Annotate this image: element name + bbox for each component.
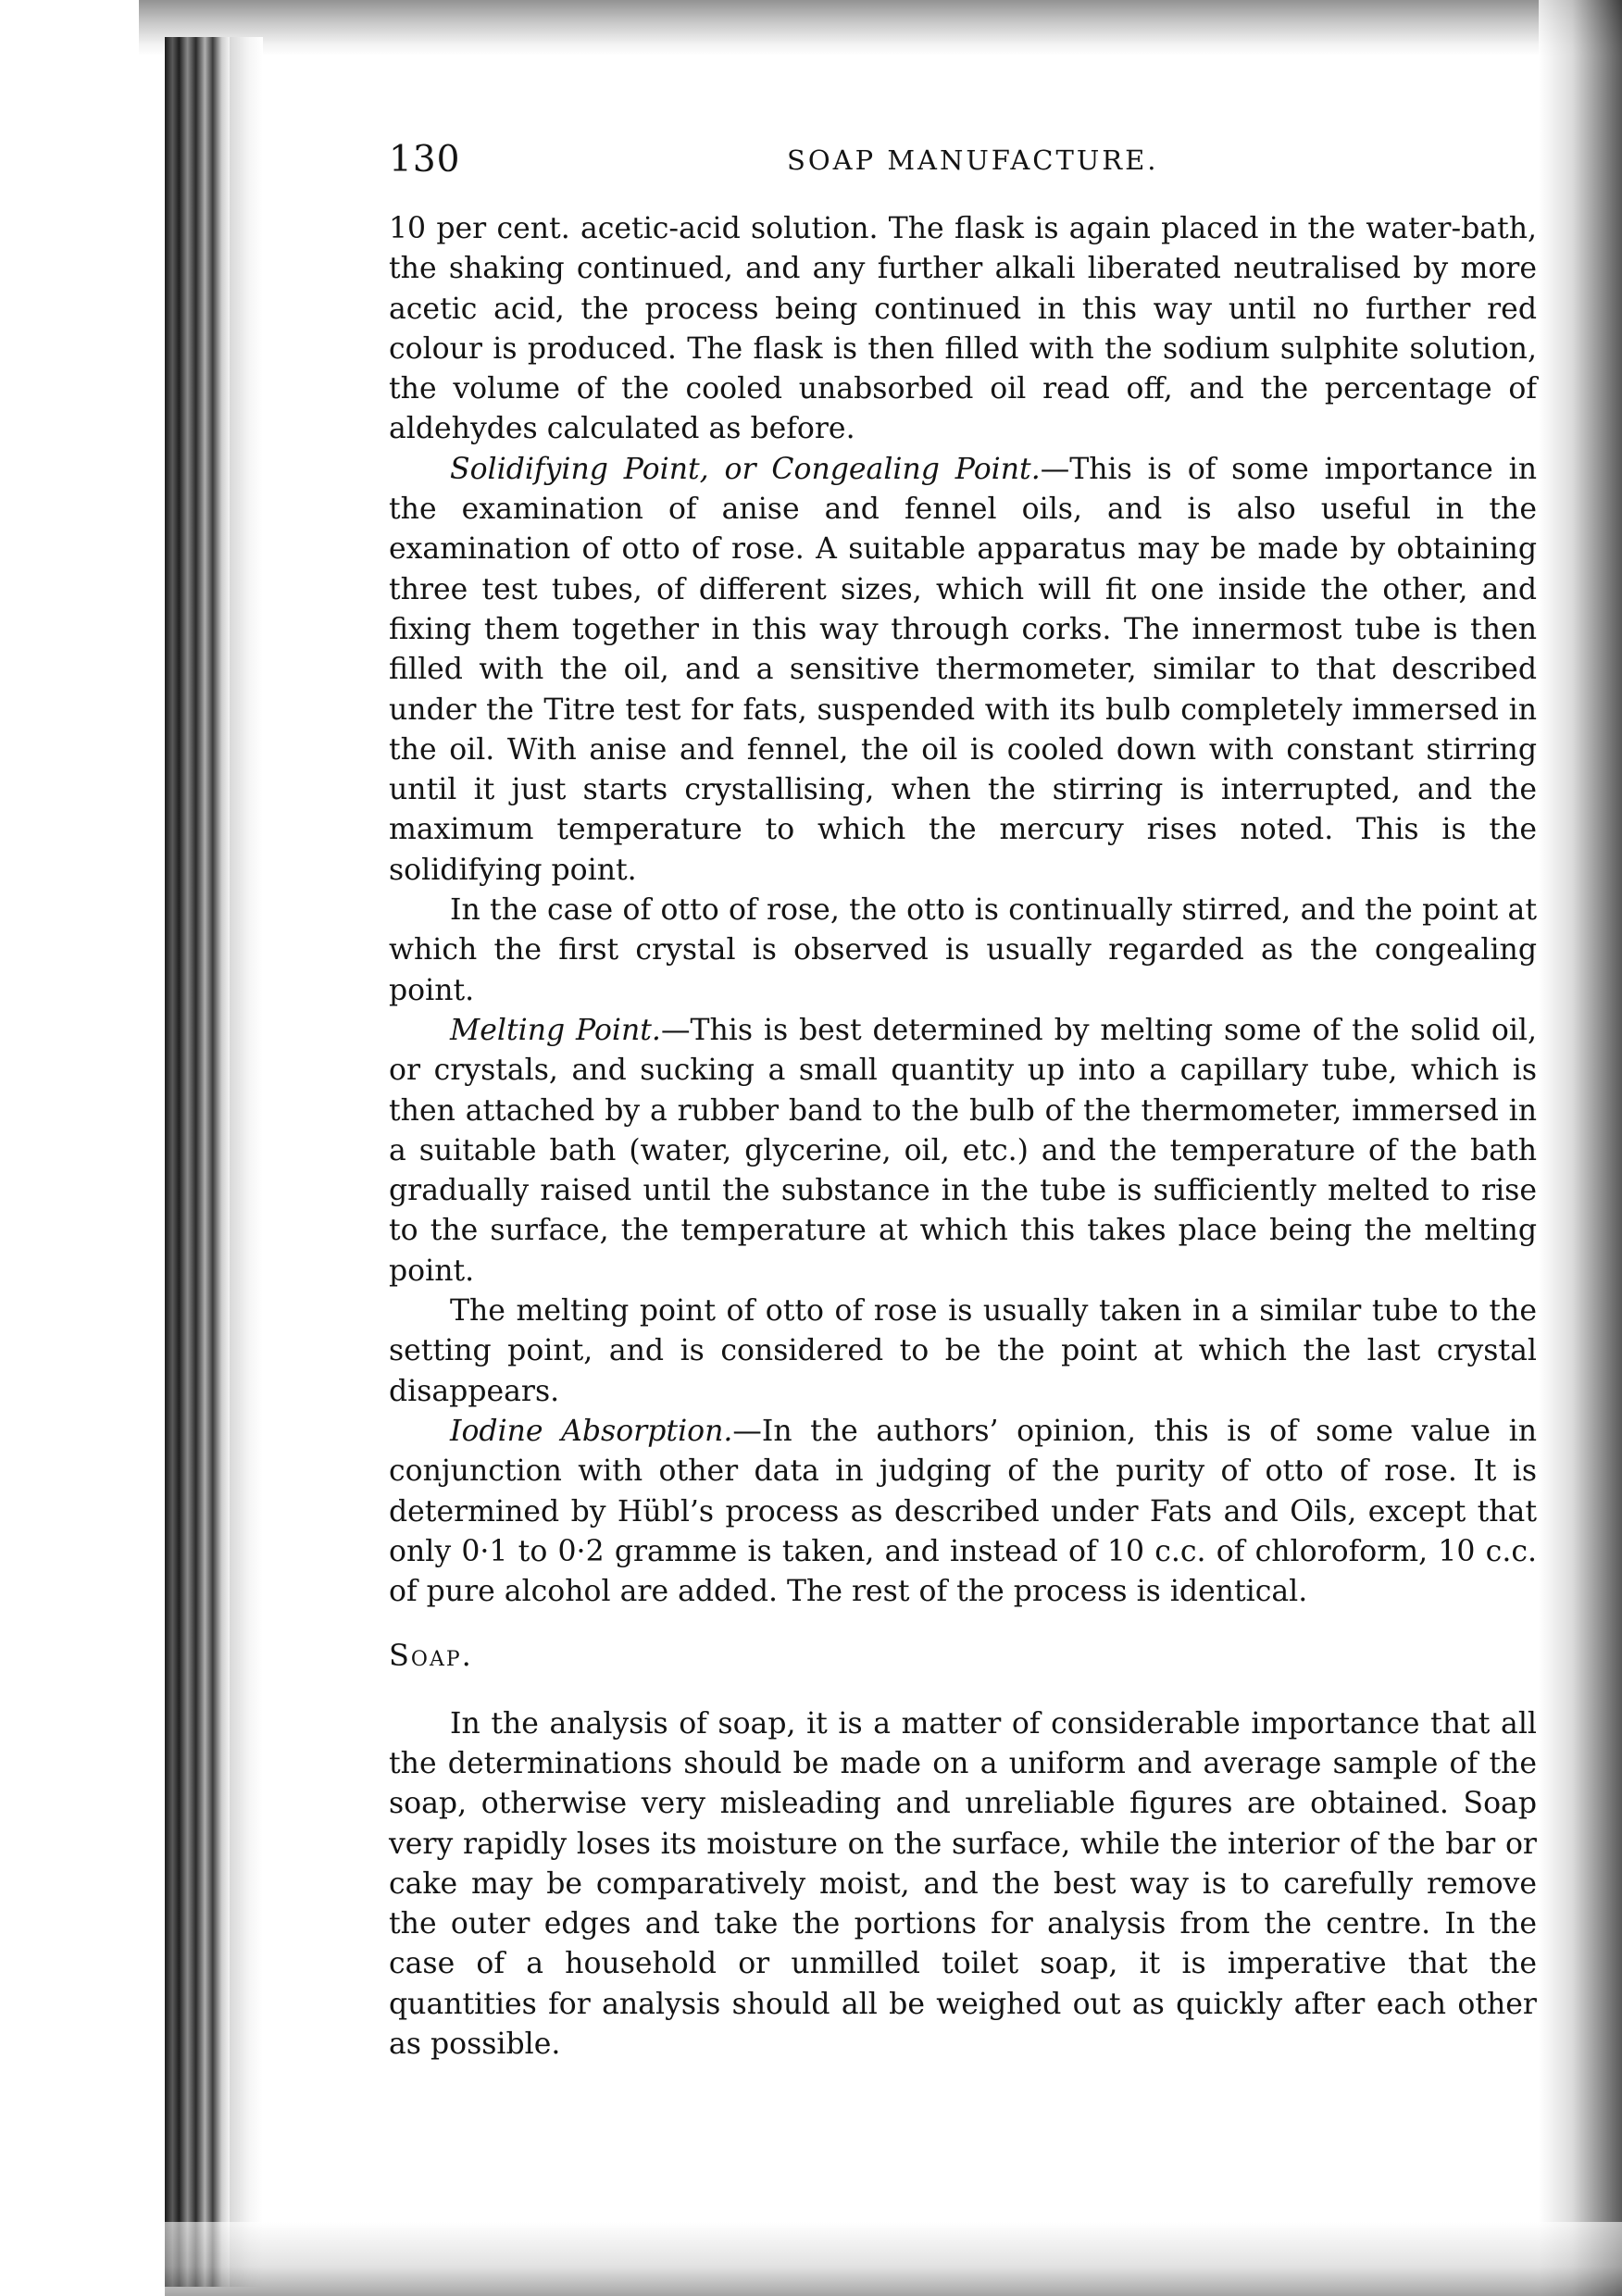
paragraph-text: —In the authors’ opinion, this is of some value in conjunction with other data in judging of the purity of otto of rose. It is determined by Hübl’s process as described under Fats and Oils, except that only 0·1 to 0·2 gramme is taken, and instead of 10 c.c. of chloroform, 10 c.c. of pure alcohol are added. The rest of the process is identical. (389, 1414, 1537, 1609)
paragraph-solidifying-point (389, 450, 1537, 891)
scan-margin-left (0, 0, 139, 2296)
paragraph-otto-melting (389, 1292, 1537, 1412)
page-number: 130 (389, 139, 461, 181)
paragraph-text: 10 per cent. acetic-acid solution. The flask is again placed in the water-bath, the shaking continued, and any further alkali liberated neutralised by more acetic acid, the process being continued in this way until no further red colour is produced. The flask is then filled with the sodium sulphite solution, the volume of the cooled unabsorbed oil read off, and the percentage of aldehydes calculated as before. (389, 212, 1537, 446)
paragraph-iodine-absorption (389, 1412, 1537, 1612)
page-header (389, 139, 1537, 185)
paragraph-text: —This is best determined by melting some of the solid oil, or crystals, and sucking a small quantity up into a capillary tube, which is then attached by a rubber band to the bulb of the thermometer, immersed in a suitable bath (water, glycerine, oil, etc.) and the temperature of the bath gradually raised until the substance in the tube is sufficiently melted to rise to the surface, the temperature at which this takes place being the melting point. (389, 1013, 1537, 1288)
scan-edge-top (139, 0, 1622, 56)
paragraph-text: The melting point of otto of rose is usually taken in a similar tube to the setting point, and is considered to be the point at which the last crystal disappears. (389, 1294, 1537, 1408)
section-heading: Soap. (389, 1638, 473, 1674)
page-body (389, 209, 1537, 2065)
paragraph-melting-point (389, 1011, 1537, 1292)
book-gutter (230, 37, 263, 2287)
scan-edge-bottom (165, 2222, 1622, 2296)
paragraph-text: In the case of otto of rose, the otto is continually stirred, and the point at which the first crystal is observed is usually regarded as the congealing point. (389, 893, 1537, 1007)
run-in-heading: Melting Point. (450, 1013, 661, 1047)
book-binding-shadow (165, 37, 230, 2287)
paragraph-text: —This is of some importance in the examination of anise and fennel oils, and is also useful in the examination of otto of rose. A suitable apparatus may be made by obtaining three test tubes, of different sizes, which will fit one inside the other, and fixing them together in this way through corks. The innermost tube is then filled with the oil, and a sensitive thermometer, similar to that described under the Titre test for fats, suspended with its bulb completely immersed in the oil. With anise and fennel, the oil is cooled down with constant stirring until it just starts crystallising, when the stirring is interrupted, and the maximum temperature to which the mercury rises noted. This is the solidifying point. (389, 452, 1538, 887)
paragraph-otto-congealing (389, 891, 1537, 1011)
scan-edge-right (1539, 0, 1622, 2296)
running-title: SOAP MANUFACTURE. (787, 144, 1159, 176)
run-in-heading: Solidifying Point, or Congealing Point. (450, 452, 1041, 486)
paragraph-soap-analysis (389, 1704, 1537, 2065)
run-in-heading: Iodine Absorption. (450, 1414, 733, 1448)
paragraph-text: In the analysis of soap, it is a matter of considerable importance that all the determinations should be made on a uniform and average sample of the soap, otherwise very misleading and unreliable figures are obtained. Soap very rapidly loses its moisture on the surface, while the interior of the bar or cake may be comparatively moist, and the best way is to carefully remove the outer edges and take the portions for analysis from the centre. In the case of a household or unmilled toilet soap, it is imperative that the quantities for analysis should all be weighed out as quickly after each other as possible. (389, 1706, 1537, 2062)
paragraph-continuation (389, 209, 1537, 450)
